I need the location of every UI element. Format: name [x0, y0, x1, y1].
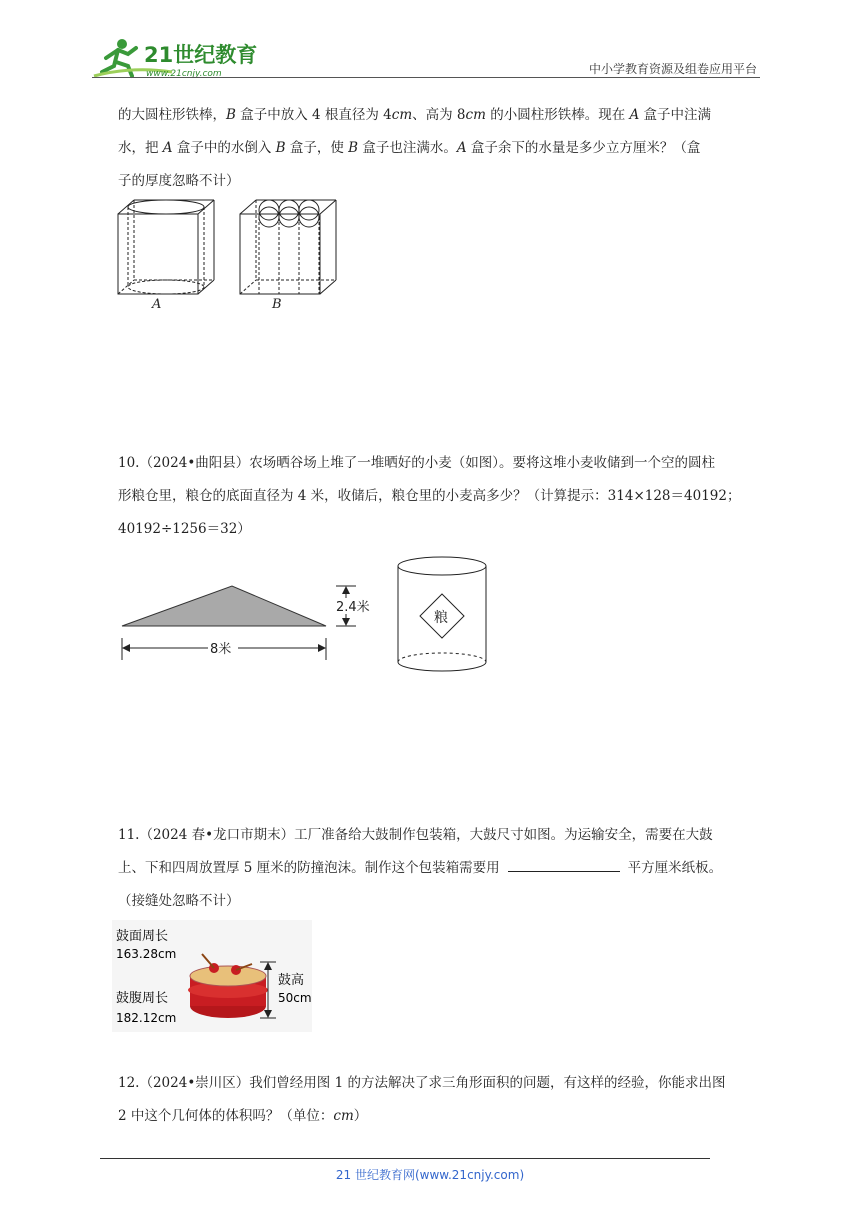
base-label: 8米: [210, 642, 232, 657]
granary-label: 粮: [434, 610, 448, 626]
q9-boxes-figure: [112, 196, 342, 314]
drum-height-value: 50cm: [278, 991, 312, 1005]
box-b: [240, 200, 336, 294]
box-b-label: B: [272, 297, 282, 312]
drum-top-value: 163.28cm: [116, 947, 177, 961]
header-platform-title: 中小学教育资源及组卷应用平台: [588, 62, 757, 76]
box-a: [118, 200, 214, 294]
drum-top: [190, 966, 266, 986]
drum-height-label: 鼓高: [278, 973, 305, 988]
wheat-pile-triangle: [122, 586, 326, 626]
q11-text: 11.（2024 春•龙口市期末）工厂准备给大鼓制作包装箱，大鼓尺寸如图。为运输安全，需要在大鼓 上、下和四周放置厚 5 厘米的防撞泡沫。制作这个包装箱需要用 平方厘米纸板。 （接缝处忽略不计）: [118, 827, 723, 909]
drum-side-label: 鼓腹周长: [116, 991, 169, 1006]
runner-icon: [92, 36, 262, 80]
header-divider: [92, 77, 760, 78]
footer-text[interactable]: 21 世纪教育网(www.21cnjy.com): [335, 1168, 525, 1182]
q10-text: 10.（2024•曲阳县）农场晒谷场上堆了一堆晒好的小麦（如图）。要将这堆小麦收储到一个空的圆柱 形粮仓里，粮仓的底面直径为 4 米，收储后，粮仓里的小麦高多少？（计算提示：314×128＝40192； 40192÷1256＝32）: [118, 455, 741, 537]
q12-text: 12.（2024•崇川区）我们曾经用图 1 的方法解决了求三角形面积的问题，有这样的经验，你能求出图 2 中这个几何体的体积吗？（单位：cm）: [118, 1075, 726, 1124]
q9-text: 的大圆柱形铁棒，B 盒子中放入 4 根直径为 4cm、高为 8cm 的小圆柱形铁棒。现在 A 盒子中注满 水，把 A 盒子中的水倒入 B 盒子，使 B 盒子也注满水。A 盒子余下的水量是多少立方厘米？（盒 子的厚度忽略不计）: [118, 107, 712, 189]
q10-wheat-figure: [112, 552, 492, 678]
logo-text: 21世纪教育: [144, 43, 258, 67]
box-a-label: A: [152, 297, 162, 312]
q11-drum-figure: [112, 920, 312, 1032]
answer-blank[interactable]: [508, 857, 620, 872]
logo-url: www.21cnjy.com: [146, 69, 222, 79]
footer-divider: [100, 1158, 710, 1159]
drum-side-value: 182.12cm: [116, 1011, 177, 1025]
height-label: 2.4米: [336, 600, 370, 615]
site-logo: [92, 36, 262, 80]
drum-top-label: 鼓面周长: [116, 929, 169, 944]
